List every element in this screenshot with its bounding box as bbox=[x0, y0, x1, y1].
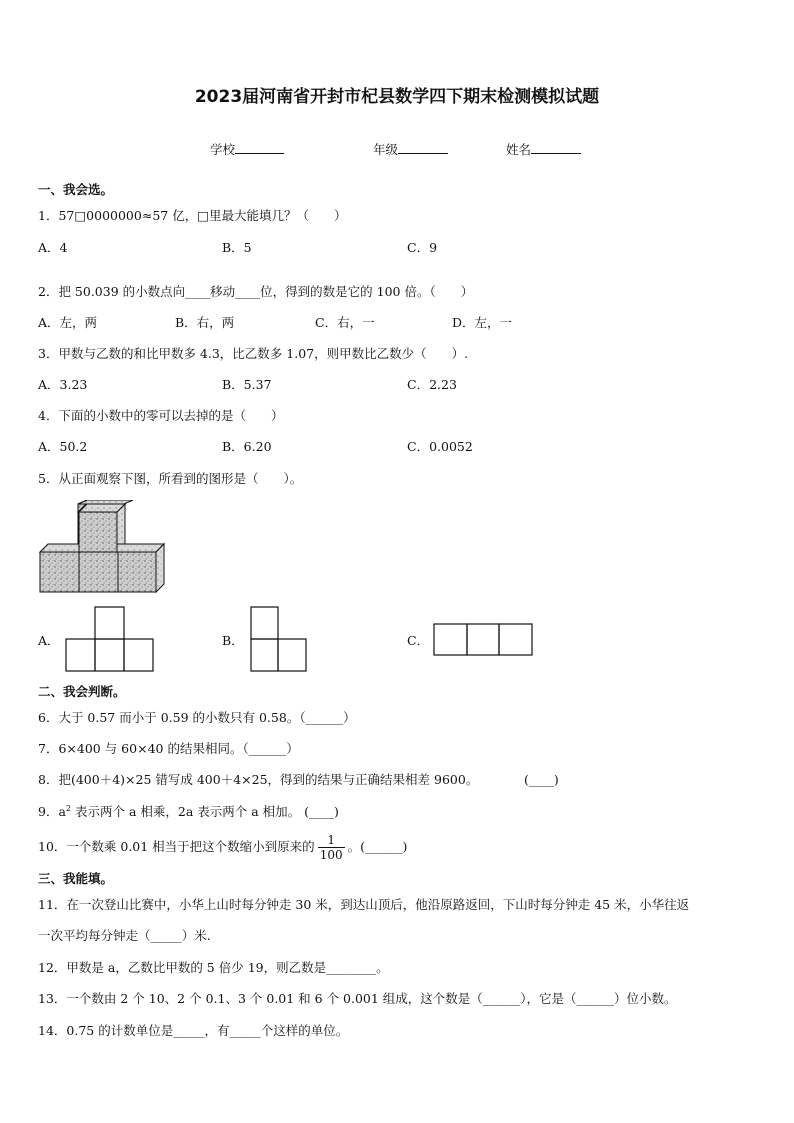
q1-option-c[interactable]: C．9 bbox=[407, 240, 438, 255]
grade-blank[interactable] bbox=[398, 141, 448, 154]
grade-field[interactable] bbox=[373, 141, 448, 158]
school-blank[interactable] bbox=[235, 141, 284, 154]
q14-stem: 14．0.75 的计数单位是_____，有_____个这样的单位。 bbox=[38, 1023, 349, 1038]
q5-stem: 5．从正面观察下图，所看到的图形是（ ）。 bbox=[38, 471, 303, 486]
q2-option-b[interactable]: B．右，两 bbox=[175, 315, 235, 330]
section-judge: 二、我会判断。 bbox=[38, 684, 126, 699]
q2-stem: 2．把 50.039 的小数点向____移动____位，得到的数是它的 100 倍。（ ） bbox=[38, 284, 474, 299]
q4-option-c[interactable]: C．0.0052 bbox=[407, 439, 473, 454]
name-field[interactable] bbox=[506, 141, 581, 158]
q2-option-d[interactable]: D．左，一 bbox=[452, 315, 513, 330]
q11-line2: 一次平均每分钟走（_____）米. bbox=[38, 928, 211, 943]
cube-figure bbox=[36, 500, 171, 596]
q6-stem: 6．大于 0.57 而小于 0.59 的小数只有 0.58。（______） bbox=[38, 710, 356, 725]
q5-option-a[interactable]: A． bbox=[38, 633, 60, 648]
q10-denominator: 100 bbox=[319, 848, 343, 862]
q5-option-c-shape bbox=[432, 622, 534, 657]
grade-label: 年级 bbox=[373, 142, 399, 157]
q10-stem bbox=[38, 829, 407, 865]
q4-stem: 4．下面的小数中的零可以去掉的是（ ） bbox=[38, 408, 284, 423]
q5-option-a-shape bbox=[64, 606, 156, 673]
q10-pre: 10．一个数乘 0.01 相当于把这个数缩小到原来的 bbox=[38, 839, 315, 854]
school-field[interactable] bbox=[210, 141, 284, 158]
q4-option-b[interactable]: B．6.20 bbox=[222, 439, 272, 454]
q9-sup: 2 bbox=[65, 803, 71, 813]
q9-stem bbox=[38, 804, 339, 820]
page-title: 2023届河南省开封市杞县数学四下期末检测模拟试题 bbox=[194, 87, 600, 107]
name-label: 姓名 bbox=[506, 142, 532, 157]
q5-option-b-shape bbox=[249, 606, 309, 673]
q1-option-a[interactable]: A．4 bbox=[38, 240, 68, 255]
q12-stem: 12．甲数是 a，乙数比甲数的 5 倍少 19，则乙数是________。 bbox=[38, 960, 389, 975]
q3-option-c[interactable]: C．2.23 bbox=[407, 377, 457, 392]
q3-option-a[interactable]: A．3.23 bbox=[38, 377, 88, 392]
q10-numerator: 1 bbox=[318, 833, 345, 848]
q8-answer-paren[interactable]: (____) bbox=[524, 772, 559, 787]
q10-fraction bbox=[318, 833, 345, 862]
section-fill: 三、我能填。 bbox=[38, 871, 114, 886]
q9-post: 表示两个 a 相乘，2a 表示两个 a 相加。 (____) bbox=[71, 804, 339, 819]
name-blank[interactable] bbox=[531, 141, 581, 154]
q5-option-b[interactable]: B． bbox=[222, 633, 244, 648]
q2-option-a[interactable]: A．左，两 bbox=[38, 315, 98, 330]
q1-stem: 1．57□0000000≈57 亿，□里最大能填几？（ ） bbox=[38, 208, 347, 223]
q1-option-b[interactable]: B．5 bbox=[222, 240, 252, 255]
school-label: 学校 bbox=[210, 142, 236, 157]
q8-stem: 8．把(400＋4)×25 错写成 400＋4×25，得到的结果与正确结果相差 9600。 bbox=[38, 772, 479, 787]
q7-stem: 7．6×400 与 60×40 的结果相同。（______） bbox=[38, 741, 299, 756]
section-choice: 一、我会选。 bbox=[38, 182, 114, 197]
q5-option-c[interactable]: C． bbox=[407, 633, 430, 648]
q13-stem: 13．一个数由 2 个 10、2 个 0.1、3 个 0.01 和 6 个 0.001 组成，这个数是（______），它是（______）位小数。 bbox=[38, 991, 677, 1006]
q9-pre: 9．a bbox=[38, 804, 66, 819]
q3-stem: 3．甲数与乙数的和比甲数多 4.3，比乙数多 1.07，则甲数比乙数少（ ）. bbox=[38, 346, 469, 361]
q3-option-b[interactable]: B．5.37 bbox=[222, 377, 272, 392]
q11-line1: 11．在一次登山比赛中，小华上山时每分钟走 30 米，到达山顶后，他沿原路返回，下山时每分钟走 45 米，小华往返 bbox=[38, 897, 690, 912]
q4-option-a[interactable]: A．50.2 bbox=[38, 439, 88, 454]
q10-post: 。(______) bbox=[347, 839, 408, 854]
q2-option-c[interactable]: C．右，一 bbox=[315, 315, 375, 330]
